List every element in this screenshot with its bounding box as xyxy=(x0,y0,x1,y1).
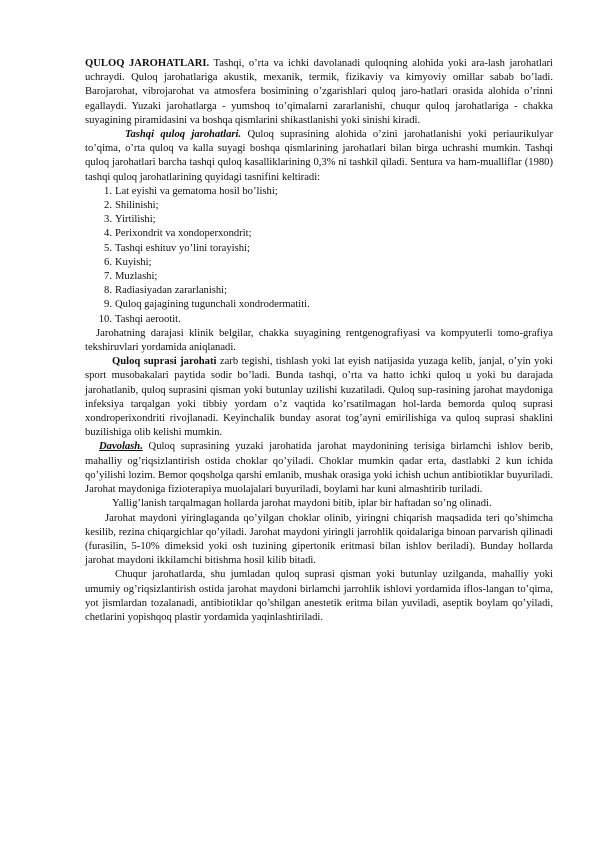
list-number: 10. xyxy=(98,313,112,325)
list-text: Perixondrit va xondoperxondrit; xyxy=(115,228,252,240)
paragraph-external-ear xyxy=(85,128,553,185)
list-text: Quloq gajagining tugunchali xondrodermatiti. xyxy=(115,299,310,311)
list-text: Kuyishi; xyxy=(115,256,152,268)
list-number: 4. xyxy=(104,228,112,240)
list-item xyxy=(85,313,553,327)
list-item xyxy=(85,256,553,270)
paragraph-text: zarb tegishi, tishlash yoki lat eyish natijasida yuzaga kelib, janjal, o’yin yoki sport musobakalari paytida sodir bo’ladi. Bunda tashqi, o’rta va hatto ichki quloq u yoki bu darajada jarohatlanib, quloq suprasini qisman yoki butunlay uzilishi kuzatiladi. Quloq sup-rasining jarohat maydoniga infeksiya tarqalgan yoki tibbiy yordam o’z vaqtida ko’rsatilmagan hol-larda bemorda quloq suprasi xondroperixondriti rivojlanadi. Keyinchalik bunday asorat tog’ayni emirilishiga va quloq suprasi shaklini buzilishiga olib kelishi mumkin. xyxy=(85,356,553,439)
subsection-heading: Davolash. xyxy=(99,441,143,453)
list-item xyxy=(85,242,553,256)
list-number: 5. xyxy=(104,242,112,254)
list-item xyxy=(85,270,553,284)
document-page xyxy=(85,57,553,625)
list-number: 6. xyxy=(104,256,112,268)
list-number: 1. xyxy=(104,185,112,197)
list-item xyxy=(85,227,553,241)
list-text: Shilinishi; xyxy=(115,200,159,212)
section-heading: QULOQ JAROHATLARI. xyxy=(85,58,210,69)
subsection-heading: Quloq suprasi jarohati xyxy=(112,356,217,368)
paragraph-diagnosis: Jarohatning darajasi klinik belgilar, chakka suyagining rentgenografiyasi va kompyuterli tomo-grafiya tekshiruvlari yordamida aniqlanadi. xyxy=(85,327,553,354)
list-item xyxy=(85,284,553,298)
paragraph-text: Quloq suprasining alohida o’zini jarohatlanishi yoki periaurikulyar to’qima, o’rta quloq va kalla suyagi boshqa qismlarining jarohatlari bilan birga uchrashi mumkin. Tashqi quloq jarohatlari barcha tashqi quloq kasalliklarining 0,3% ni tashkil qiladi. Sentura va ham-mualliflar (1980) tashqi quloq jarohatlarining quyidagi tasnifini keltiradi: xyxy=(85,129,553,183)
paragraph-healing: Yallig’lanish tarqalmagan hollarda jarohat maydoni bitib, iplar bir haftadan so’ng olinadi. xyxy=(112,498,492,510)
list-number: 2. xyxy=(104,200,112,212)
classification-list xyxy=(85,185,553,327)
list-text: Lat eyishi va gematoma hosil bo’lishi; xyxy=(115,185,278,197)
paragraph-auricle-injury xyxy=(85,355,553,440)
list-number: 8. xyxy=(104,285,112,297)
list-item xyxy=(85,213,553,227)
list-text: Radiasiyadan zararlanishi; xyxy=(115,285,228,297)
list-text: Yirtilishi; xyxy=(115,214,156,226)
paragraph-intro xyxy=(85,57,553,128)
subsection-heading: Tashqi quloq jarohatlari. xyxy=(125,129,242,141)
list-item xyxy=(85,185,553,199)
list-number: 3. xyxy=(104,214,112,226)
list-number: 9. xyxy=(104,299,112,311)
list-text: Tashqi eshituv yo’lini torayishi; xyxy=(115,242,250,254)
list-text: Muzlashi; xyxy=(115,271,158,283)
list-text: Tashqi aerootit. xyxy=(115,313,181,325)
paragraph-suppuration: Jarohat maydoni yiringlaganda qo’yilgan choklar olinib, yiringni chiqarish maqsadida teri qo’shimcha kesilib, rezina chiqargichlar qo’yiladi. Jarohat maydoni yiringli jarrohlik qoidalariga binoan parvarish qilinadi (furasilin, 5-10% dimeksid yoki osh tuzining gipertonik eritmasi bilan ishlov beriladi). Bunday hollarda jarohat maydoni ikkilamchi bitishma hosil kilib bitadi. xyxy=(85,512,553,567)
list-item xyxy=(85,199,553,213)
list-number: 7. xyxy=(104,271,112,283)
paragraph-deep-injury: Chuqur jarohatlarda, shu jumladan quloq suprasi qisman yoki butunlay uzilganda, mahalliy yoki umumiy og’riqsizlantirish ostida jarohat maydoni birlamchi jarrohlik ishlovi yordamida iflos-langan to’qima, yot jismlardan tozalanadi, antibiotiklar qo’shilgan anestetik eritma bilan yuviladi, aseptik boylam qo’yiladi, chetlarini yopishqoq plastir yordamida yaqinlashtiriladi. xyxy=(85,569,553,623)
paragraph-text: Tashqi, o’rta va ichki davolanadi quloqning alohida yoki ara-lash jarohatlari uchraydi. Quloq jarohatlariga akustik, mexanik, termik, fizikaviy va kimyoviy omillar sabab bo’ladi. Barojarohat, vibrojarohat va atmosfera bosimining o’zgarishlari quloq jaro-hatlari orasida alohida o’rinni egallaydi. Yuzaki jarohatlarga - yumshoq to’qimalarni zararlanishi, chuqur quloq jarohatlariga - chakka suyagining piramidasini va boshqa qismlarini shikastlanishi yoki sinishi kiradi. xyxy=(85,58,553,126)
list-item xyxy=(85,298,553,312)
paragraph-text: Quloq suprasining yuzaki jarohatida jarohat maydonining terisiga birlamchi ishlov berib, mahalliy og’riqsizlantirish ostida choklar qo’yiladi. Choklar mumkin qadar erta, dastlabki 2 kun ichida qo’yilishi lozim. Bemor qoqsholga qarshi emlanib, mushak orasiga yoki ichish uchun antibiotiklar buyuriladi. Jarohat maydoniga fizioterapiya muolajalari buyuriladi, boylami har kuni almashtirib turiladi. xyxy=(85,441,553,496)
paragraph-treatment xyxy=(85,440,553,497)
